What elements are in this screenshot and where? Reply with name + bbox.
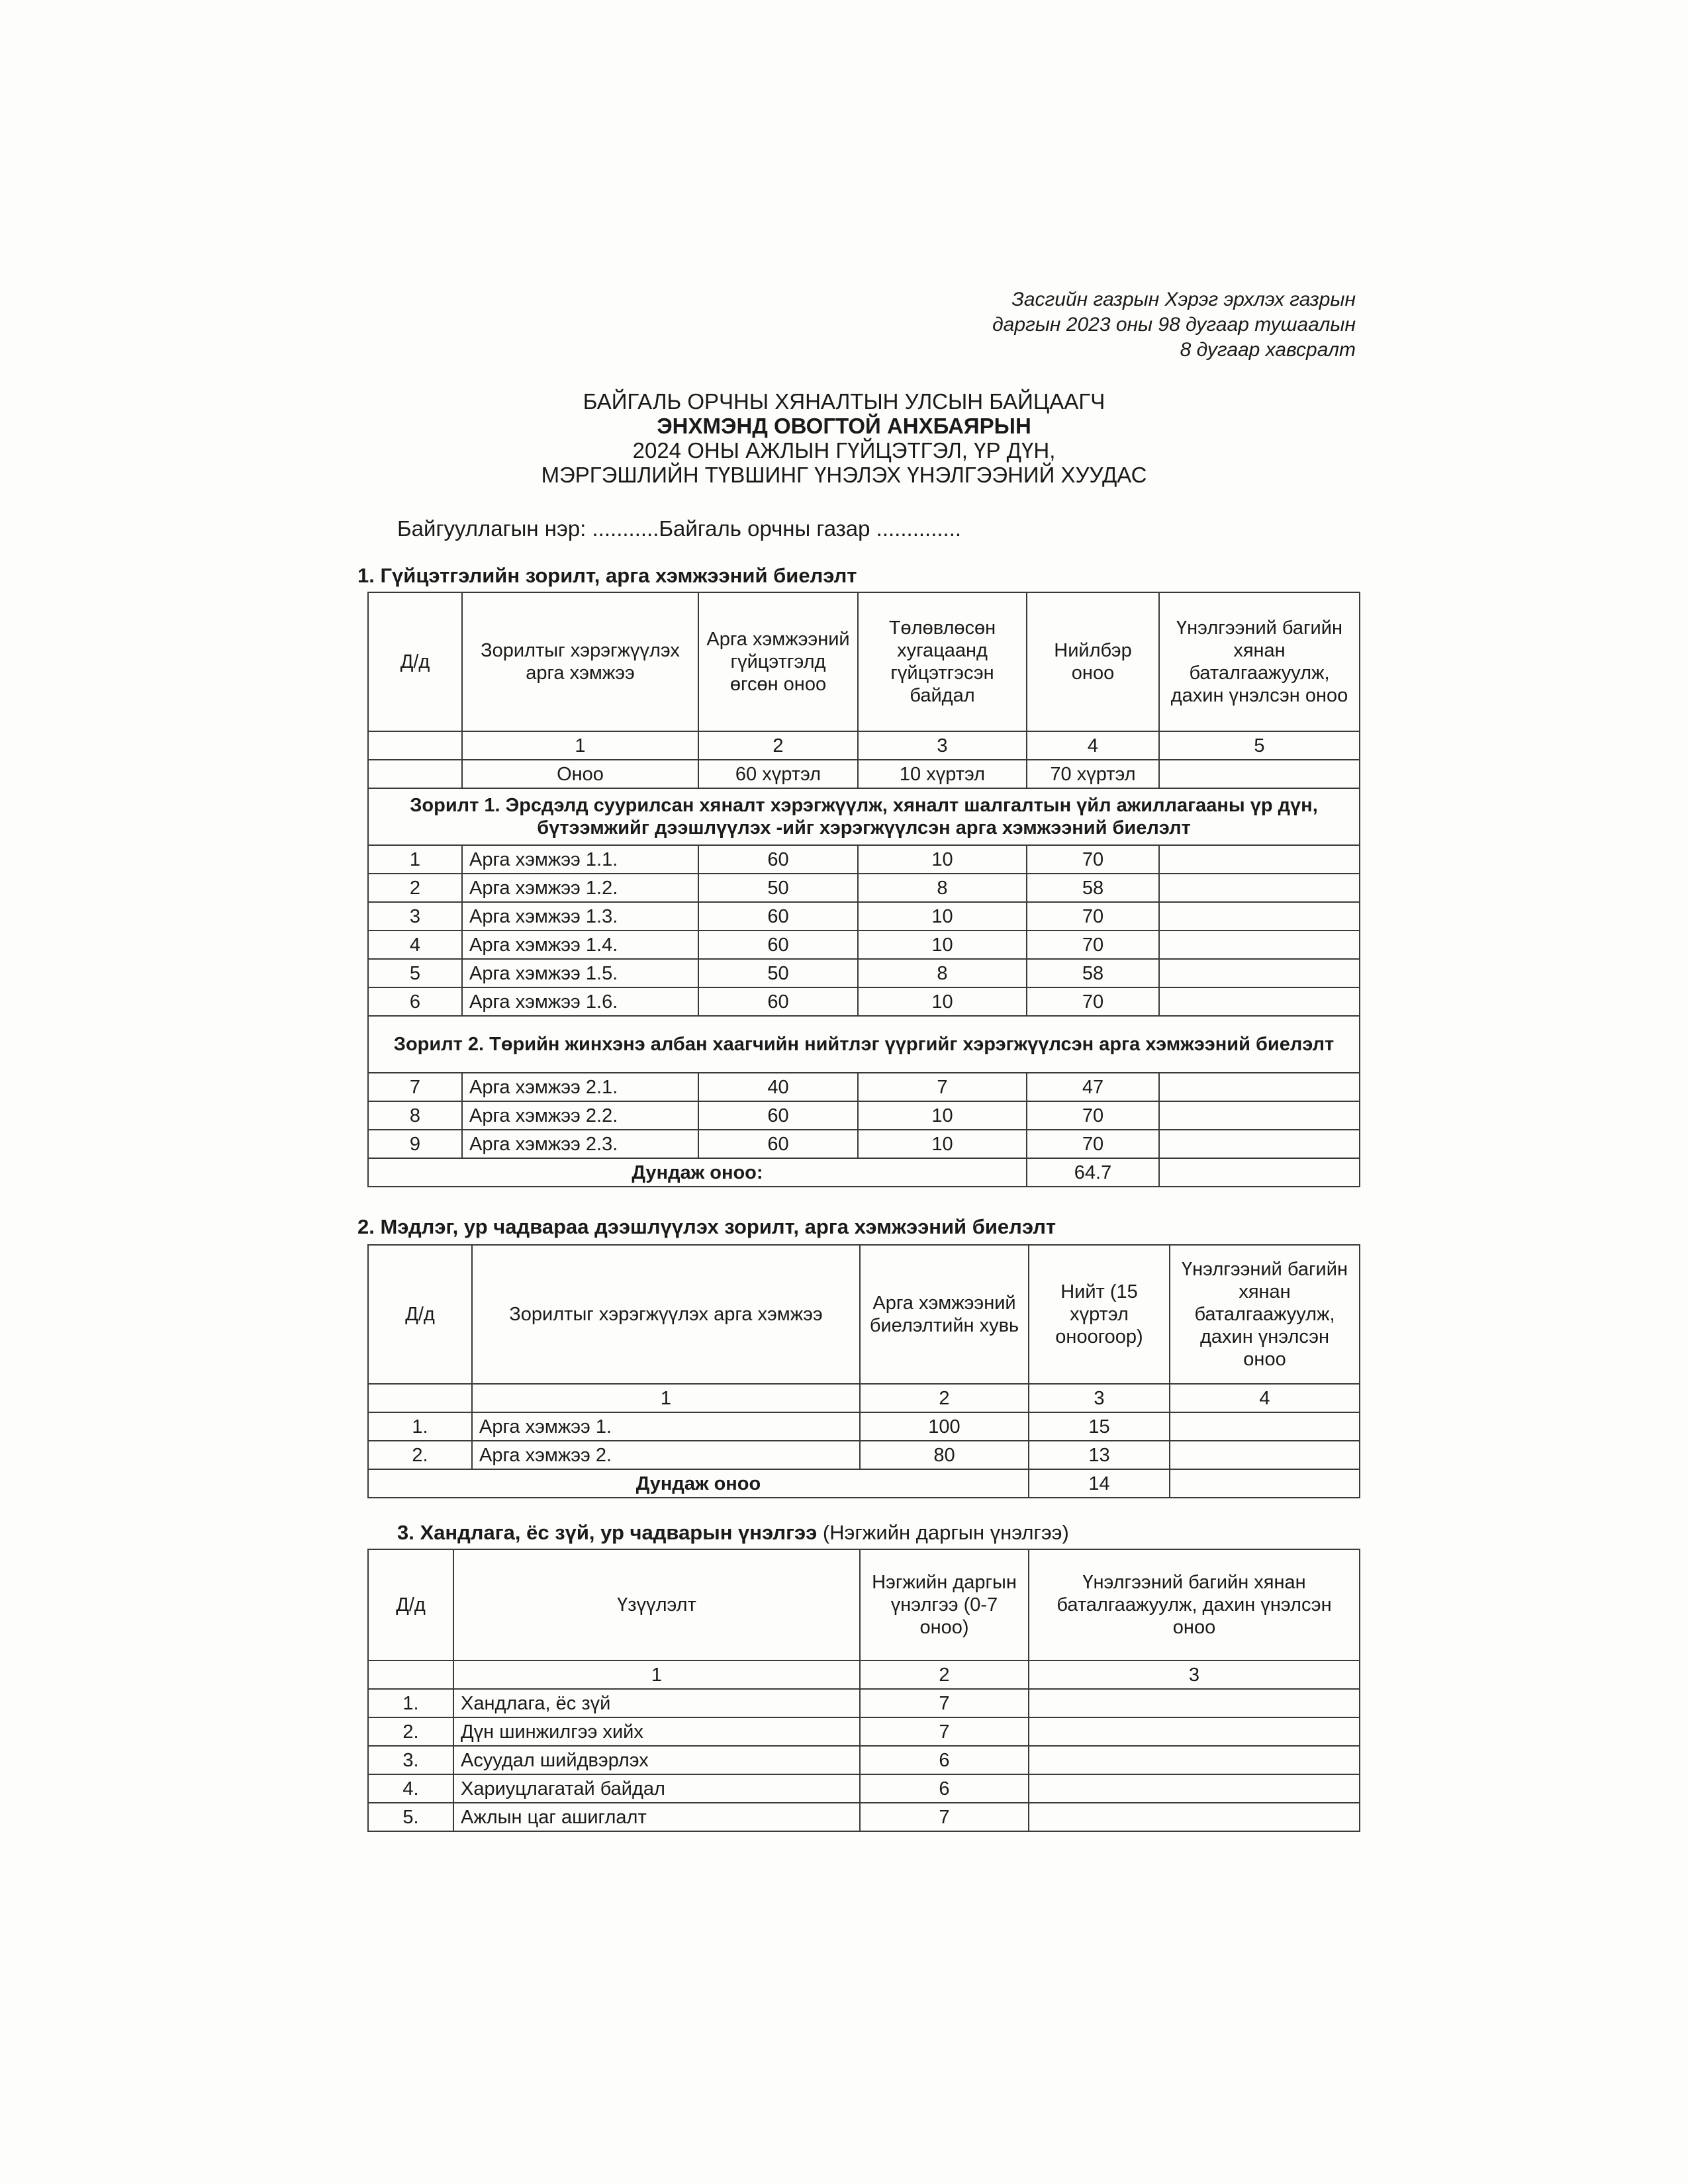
heading-line-2: ЭНХМЭНД ОВОГТОЙ АНХБАЯРЫН (657, 414, 1031, 438)
table-row: 1. Арга хэмжээ 1. 100 15 (368, 1412, 1360, 1441)
header-reevaluated: Үнэлгээний багийн хянан баталгаажуулж, дахин үнэлсэн оноо (1029, 1549, 1360, 1661)
max-score-value: 60 хүртэл (698, 760, 858, 788)
max-score-label: Оноо (462, 760, 698, 788)
column-number: 3 (1029, 1384, 1170, 1412)
column-number-row (368, 1384, 1360, 1412)
organization-name: Байгууллагын нэр: ...........Байгаль орчны газар .............. (397, 516, 962, 541)
max-score-value: 70 хүртэл (1027, 760, 1159, 788)
header-dd: Д/д (368, 1245, 472, 1384)
header-dd: Д/д (368, 592, 462, 731)
annex-reference (992, 287, 1356, 363)
heading-line-1: БАЙГАЛЬ ОРЧНЫ ХЯНАЛТЫН УЛСЫН БАЙЦААГЧ (583, 389, 1105, 414)
skills-table (367, 1244, 1360, 1498)
max-score-value: 10 хүртэл (858, 760, 1027, 788)
section-3-title: 3. Хандлага, ёс зүй, ур чадварын үнэлгээ (Нэгжийн даргын үнэлгээ) (397, 1521, 1069, 1544)
average-label: Дундаж оноо: (368, 1158, 1027, 1187)
annex-line-2: даргын 2023 оны 98 дугаар тушаалын (992, 314, 1356, 336)
annex-line-3: 8 дугаар хавсралт (1180, 339, 1356, 361)
column-number: 2 (860, 1384, 1029, 1412)
table-header-row (368, 1549, 1360, 1661)
column-number: 1 (472, 1384, 860, 1412)
table-row: 3. Асуудал шийдвэрлэх 6 (368, 1746, 1360, 1774)
header-timeliness: Төлөвлөсөн хугацаанд гүйцэтгэсэн байдал (858, 592, 1027, 731)
table-row: 5. Ажлын цаг ашиглалт 7 (368, 1803, 1360, 1831)
table-row: 8 Арга хэмжээ 2.2. 60 10 70 (368, 1101, 1360, 1130)
table-row: 5 Арга хэмжээ 1.5. 50 8 58 (368, 959, 1360, 987)
table-row: 1. Хандлага, ёс зүй 7 (368, 1689, 1360, 1717)
section-3-note: (Нэгжийн даргын үнэлгээ) (822, 1521, 1069, 1544)
header-reevaluated: Үнэлгээний багийн хянан баталгаажуулж, дахин үнэлсэн оноо (1159, 592, 1360, 731)
column-number-row (368, 1661, 1360, 1689)
header-indicator: Үзүүлэлт (453, 1549, 860, 1661)
annex-line-1: Засгийн газрын Хэрэг эрхлэх газрын (1011, 289, 1356, 310)
attitude-table (367, 1549, 1360, 1832)
average-row (368, 1469, 1360, 1498)
column-number: 4 (1170, 1384, 1360, 1412)
table-row: 1 Арга хэмжээ 1.1. 60 10 70 (368, 845, 1360, 874)
column-number: 1 (462, 731, 698, 760)
table-row: 3 Арга хэмжээ 1.3. 60 10 70 (368, 902, 1360, 931)
average-value: 14 (1029, 1469, 1170, 1498)
header-dd: Д/д (368, 1549, 453, 1661)
column-number: 2 (860, 1661, 1029, 1689)
header-total: Нийлбэр оноо (1027, 592, 1159, 731)
header-total: Нийт (15 хүртэл оноогоор) (1029, 1245, 1170, 1384)
table-row: 4 Арга хэмжээ 1.4. 60 10 70 (368, 931, 1360, 959)
table-row: 4. Хариуцлагатай байдал 6 (368, 1774, 1360, 1803)
performance-table (367, 592, 1360, 1187)
section-2-title: 2. Мэдлэг, ур чадвараа дээшлүүлэх зорилт, арга хэмжээний биелэлт (357, 1215, 1056, 1238)
table-header-row (368, 1245, 1360, 1384)
average-label: Дундаж оноо (368, 1469, 1029, 1498)
table-row: 2. Арга хэмжээ 2. 80 13 (368, 1441, 1360, 1469)
header-measure: Зорилтыг хэрэгжүүлэх арга хэмжээ (472, 1245, 860, 1384)
table-header-row (368, 592, 1360, 731)
table-row: 6 Арга хэмжээ 1.6. 60 10 70 (368, 987, 1360, 1016)
header-reevaluated: Үнэлгээний багийн хянан баталгаажуулж, дахин үнэлсэн оноо (1170, 1245, 1360, 1384)
table-row: 7 Арга хэмжээ 2.1. 40 7 47 (368, 1073, 1360, 1101)
column-number: 3 (858, 731, 1027, 760)
average-row (368, 1158, 1360, 1187)
column-number: 2 (698, 731, 858, 760)
heading-line-4: МЭРГЭШЛИЙН ТҮВШИНГ ҮНЭЛЭХ ҮНЭЛГЭЭНИЙ ХУУДАС (541, 463, 1147, 487)
heading-line-3: 2024 ОНЫ АЖЛЫН ГҮЙЦЭТГЭЛ, ҮР ДҮН, (632, 438, 1056, 463)
column-number: 1 (453, 1661, 860, 1689)
header-completion-rate: Арга хэмжээний биелэлтийн хувь (860, 1245, 1029, 1384)
table-row: 2. Дүн шинжилгээ хийх 7 (368, 1717, 1360, 1746)
goal-1-title: Зорилт 1. Эрсдэлд суурилсан хяналт хэрэгжүүлж, хяналт шалгалтын үйл ажиллагааны үр дүн, бүтээмжийг дээшлүүлэх -ийг хэрэгжүүлсэн арга хэмжээний биелэлт (368, 788, 1360, 845)
section-1-title: 1. Гүйцэтгэлийн зорилт, арга хэмжээний биелэлт (357, 564, 857, 587)
column-number: 4 (1027, 731, 1159, 760)
column-number-row (368, 731, 1360, 760)
average-value: 64.7 (1027, 1158, 1159, 1187)
goal-row (368, 788, 1360, 845)
header-measure: Зорилтыг хэрэгжүүлэх арга хэмжээ (462, 592, 698, 731)
header-unit-head-score: Нэгжийн даргын үнэлгээ (0-7 оноо) (860, 1549, 1029, 1661)
table-row: 9 Арга хэмжээ 2.3. 60 10 70 (368, 1130, 1360, 1158)
document-heading (0, 389, 1688, 487)
goal-2-title: Зорилт 2. Төрийн жинхэнэ албан хаагчийн нийтлэг үүргийг хэрэгжүүлсэн арга хэмжээний биелэлт (368, 1016, 1360, 1073)
max-score-row (368, 760, 1360, 788)
table-row: 2 Арга хэмжээ 1.2. 50 8 58 (368, 874, 1360, 902)
column-number: 3 (1029, 1661, 1360, 1689)
header-score-given: Арга хэмжээний гүйцэтгэлд өгсөн оноо (698, 592, 858, 731)
column-number: 5 (1159, 731, 1360, 760)
goal-row (368, 1016, 1360, 1073)
